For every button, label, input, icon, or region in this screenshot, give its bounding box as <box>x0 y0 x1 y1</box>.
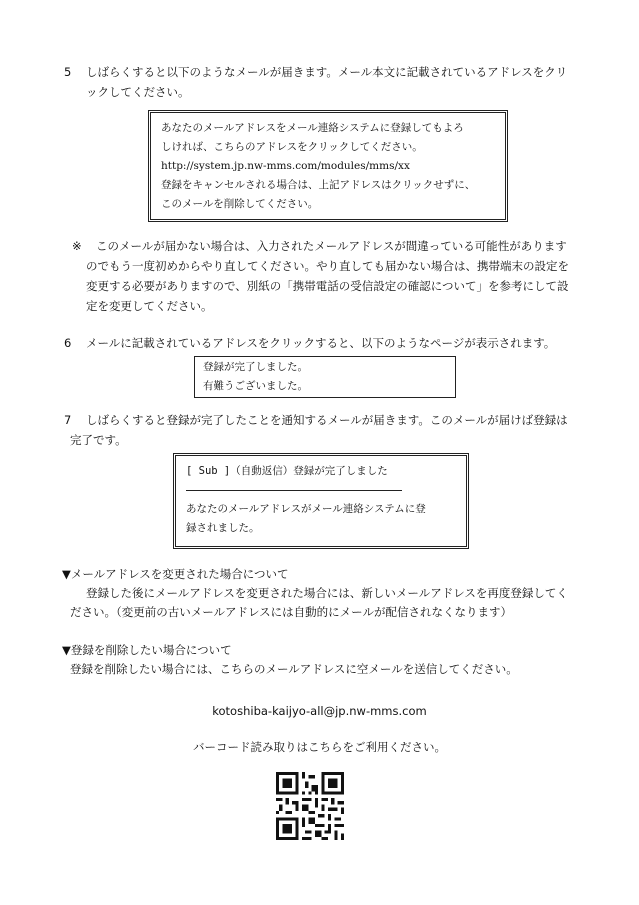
page-box-step6 <box>194 356 456 398</box>
step5-text-line1: しばらくすると以下のようなメールが届きます。メール本文に記載されているアドレスをクリ <box>86 65 568 79</box>
step5-text-line2: ックしてください。 <box>86 85 190 99</box>
page-line-2: 有難うございました。 <box>203 380 308 392</box>
note-line1: このメールが届かない場合は、入力されたメールアドレスが間違っている可能性があります <box>96 239 567 253</box>
mail-line-4: 登録をキャンセルされる場合は、上記アドレスはクリックせずに、 <box>161 179 476 191</box>
qr-code-icon[interactable] <box>276 772 344 840</box>
change-heading: ▼メールアドレスを変更された場合について <box>62 567 289 581</box>
step7-text-line1: しばらくすると登録が完了したことを通知するメールが届きます。このメールが届けば登録は <box>86 413 568 427</box>
step5-number: 5 <box>64 65 72 79</box>
step7-number: 7 <box>64 413 72 427</box>
mail-line-1: あなたのメールアドレスをメール連絡システムに登録してもよろ <box>161 122 464 134</box>
page-line-1: 登録が完了しました。 <box>203 361 308 373</box>
mail-link[interactable]: http://system.jp.nw-mms.com/modules/mms/xx <box>161 160 410 172</box>
mail-line-2: しければ、こちらのアドレスをクリックしてください。 <box>161 141 423 153</box>
barcode-caption: バーコード読み取りはこちらをご利用ください。 <box>193 740 446 754</box>
note-line2: のでもう一度初めからやり直してください。やり直しても届かない場合は、携帯端末の設定を <box>86 259 569 273</box>
mail-line-5: このメールを削除してください。 <box>161 198 319 210</box>
mail7-line-2: 録されました。 <box>186 522 260 534</box>
mail-subject: [ Sub ]（自動返信）登録が完了しました <box>186 465 388 477</box>
contact-email[interactable]: kotoshiba-kaijyo-all@jp.nw-mms.com <box>212 704 427 718</box>
step6-text: メールに記載されているアドレスをクリックすると、以下のようなページが表示されます。 <box>86 336 556 350</box>
change-line1: 登録した後にメールアドレスを変更された場合には、新しいメールアドレスを再度登録してく <box>86 586 568 600</box>
change-line2: ださい。（変更前の古いメールアドレスには自動的にメールが配信されなくなります） <box>70 605 512 619</box>
step7-text-line2: 完了です。 <box>70 433 127 447</box>
delete-line1: 登録を削除したい場合には、こちらのメールアドレスに空メールを送信してください。 <box>70 662 518 676</box>
mail-box-step5 <box>148 110 508 222</box>
step6-number: 6 <box>64 336 72 350</box>
mail-divider <box>186 490 402 491</box>
mail7-line-1: あなたのメールアドレスがメール連絡システムに登 <box>186 503 426 515</box>
note-line3: 変更する必要がありますので、別紙の「携帯電話の受信設定の確認について」を参考にして設 <box>86 279 569 293</box>
mail-box-step7 <box>173 453 469 549</box>
delete-heading: ▼登録を削除したい場合について <box>62 643 232 657</box>
note-mark: ※ <box>72 239 82 253</box>
note-line4: 定を変更してください。 <box>86 299 213 313</box>
